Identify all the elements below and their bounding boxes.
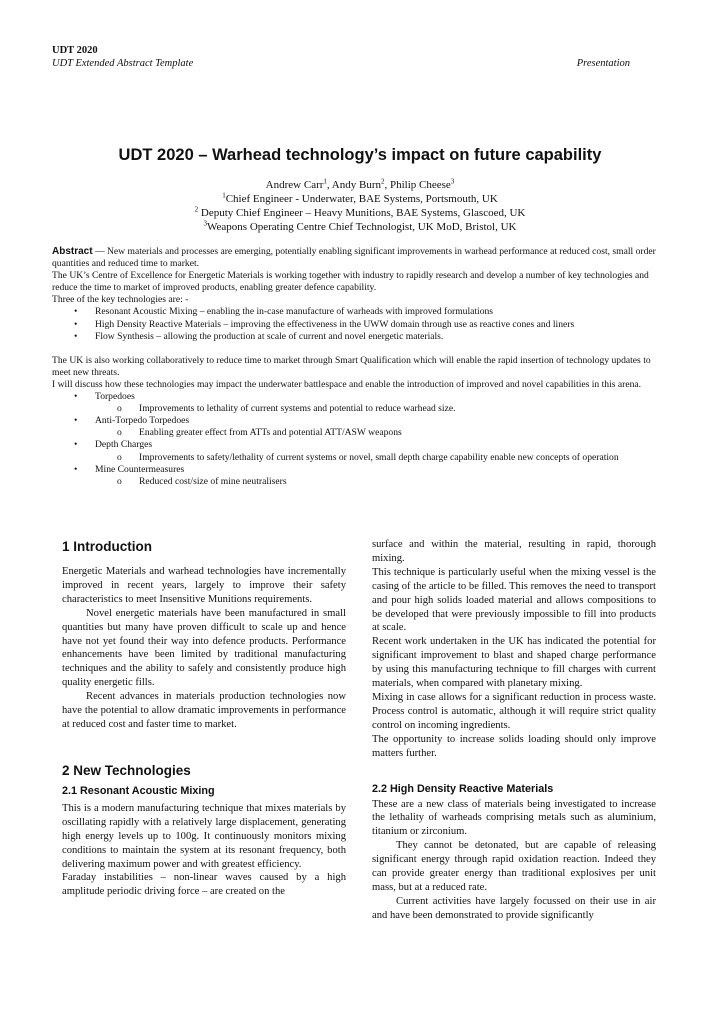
- abstract-paragraph: Three of the key technologies are: -: [52, 294, 189, 306]
- conference-name: UDT 2020: [52, 45, 98, 56]
- body-paragraph: Faraday instabilities – non-linear waves caused by a high amplitude periodic driving force – are created on the: [62, 872, 346, 898]
- left-column: [62, 538, 346, 899]
- body-paragraph: They cannot be detonated, but are capable of releasing significant energy through rapid oxidation reaction. Indeed they can provide greater energy than traditional explosives per unit mass, but at a reduced rate.: [372, 840, 656, 893]
- sub-list-item: o Enabling greater effect from ATTs and potential ATT/ASW weapons: [95, 427, 668, 439]
- subsection-heading-ram: 2.1 Resonant Acoustic Mixing: [62, 784, 215, 797]
- author-names: Andrew Carr$^1$, Andy Burn$^2$, Philip Cheese$^3$: [265, 177, 455, 191]
- section-heading-new-technologies: 2 New Technologies: [62, 762, 191, 778]
- abstract-intro: Abstract — New materials and processes are emerging, potentially enabling significant improvements in warhead performance at reduced cost, small order quantities and reduced time to market.: [52, 246, 656, 270]
- body-paragraph: Mixing in case allows for a significant reduction in process waste. Process control is automatic, although it will require strict quality control on incoming ingredients.: [372, 691, 656, 731]
- body-paragraph: These are a new class of materials being investigated to increase the lethality of warheads comprising metals such as aluminium, titanium or zirconium.: [372, 798, 656, 838]
- body-paragraph: surface and within the material, resulting in rapid, thorough mixing.: [372, 539, 656, 564]
- list-item: • High Density Reactive Materials – improving the effectiveness in the UWW domain through use as reactive cones and liners: [52, 319, 668, 331]
- sub-list-item: o Improvements to lethality of current systems and potential to reduce warhead size.: [95, 403, 668, 415]
- list-item: • Resonant Acoustic Mixing – enabling the in-case manufacture of warheads with improved formulations: [52, 306, 668, 318]
- list-item: • Anti-Torpedo Torpedoes o Enabling greater effect from ATTs and potential ATT/ASW weapons: [52, 415, 668, 439]
- affiliation-1: $^1$Chief Engineer - Underwater, BAE Systems, Portsmouth, UK: [222, 191, 498, 205]
- abstract-paragraph: The UK is also working collaboratively to reduce time to market through Smart Qualification which will enable the rapid insertion of technology updates to meet new threats.: [52, 354, 651, 378]
- paper-title: UDT 2020 – Warhead technology’s impact on future capability: [118, 146, 602, 164]
- author-block: [0, 178, 720, 234]
- section-heading-introduction: 1 Introduction: [62, 539, 152, 554]
- list-item: • Depth Charges o Improvements to safety/lethality of current systems or novel, small depth charge capability enable new concepts of operation: [52, 439, 668, 463]
- list-item: • Torpedoes o Improvements to lethality of current systems and potential to reduce warhead size.: [52, 391, 668, 415]
- submission-type: Presentation: [576, 58, 630, 69]
- body-paragraph: Recent advances in materials production technologies now have the potential to allow dramatic improvements in performance at reduced cost and faster time to market.: [62, 691, 346, 730]
- abstract-label: Abstract: [52, 246, 93, 257]
- sub-list-item: o Improvements to safety/lethality of current systems or novel, small depth charge capability enable new concepts of operation: [95, 452, 668, 464]
- body-paragraph: Energetic Materials and warhead technologies have incrementally improved in recent years, largely to improve their safety characteristics to meet Insensitive Munitions requirements.: [62, 566, 346, 605]
- template-name: UDT Extended Abstract Template: [52, 58, 194, 69]
- list-item: • Flow Synthesis – allowing the production at scale of current and novel energetic materials.: [52, 331, 668, 343]
- abstract-paragraph: The UK’s Centre of Excellence for Energetic Materials is working together with industry to rapidly research and develop a number of key technologies and reduce the time to market of improved products, enabling greater defence capability.: [52, 270, 649, 294]
- abstract: [52, 246, 668, 488]
- body-paragraph: The opportunity to increase solids loading should only improve matters further.: [372, 733, 656, 759]
- right-column: [372, 538, 656, 923]
- affiliation-2: $^2$ Deputy Chief Engineer – Heavy Munitions, BAE Systems, Glascoed, UK: [194, 205, 526, 219]
- body-paragraph: Recent work undertaken in the UK has indicated the potential for significant improvement to blast and shaped charge performance by using this manufacturing technique to fill charges with current materials, when compared with planetary mixing.: [372, 636, 656, 690]
- list-item: • Mine Countermeasures o Reduced cost/size of mine neutralisers: [52, 464, 668, 488]
- key-technologies-list: [52, 306, 668, 342]
- capabilities-list: [52, 391, 668, 488]
- subsection-heading-hdrm: 2.2 High Density Reactive Materials: [372, 782, 554, 795]
- body-paragraph: This is a modern manufacturing technique that mixes materials by oscillating rapidly with a relatively large displacement, generating high energy levels up to 100g. It continuously monitors mixing conditions to maintain the system at its resonant frequency, both delivering maximum power and with greatest efficiency.: [62, 802, 346, 870]
- body-paragraph: This technique is particularly useful when the mixing vessel is the casing of the article to be filled. This removes the need to transport and pour high solids loaded material and allows compositions to be developed that were previously impossible to fill into products at scale.: [372, 566, 656, 634]
- body-paragraph: Novel energetic materials have been manufactured in small quantities but many have proven difficult to scale up and hence have not yet found their way into defence products. Performance enhancements have been limited by traditional manufacturing techniques and the ability to safely and consistently produce high quality energetic fills.: [62, 607, 346, 689]
- affiliation-3: $^3$Weapons Operating Centre Chief Technologist, UK MoD, Bristol, UK: [203, 219, 517, 233]
- running-header: [52, 44, 630, 70]
- sub-list-item: o Reduced cost/size of mine neutralisers: [95, 476, 668, 488]
- abstract-paragraph: I will discuss how these technologies may impact the underwater battlespace and enable the introduction of improved and novel capabilities in this arena.: [52, 378, 642, 390]
- body-paragraph: Current activities have largely focussed on their use in air and have been demonstrated to provide significantly: [372, 895, 656, 921]
